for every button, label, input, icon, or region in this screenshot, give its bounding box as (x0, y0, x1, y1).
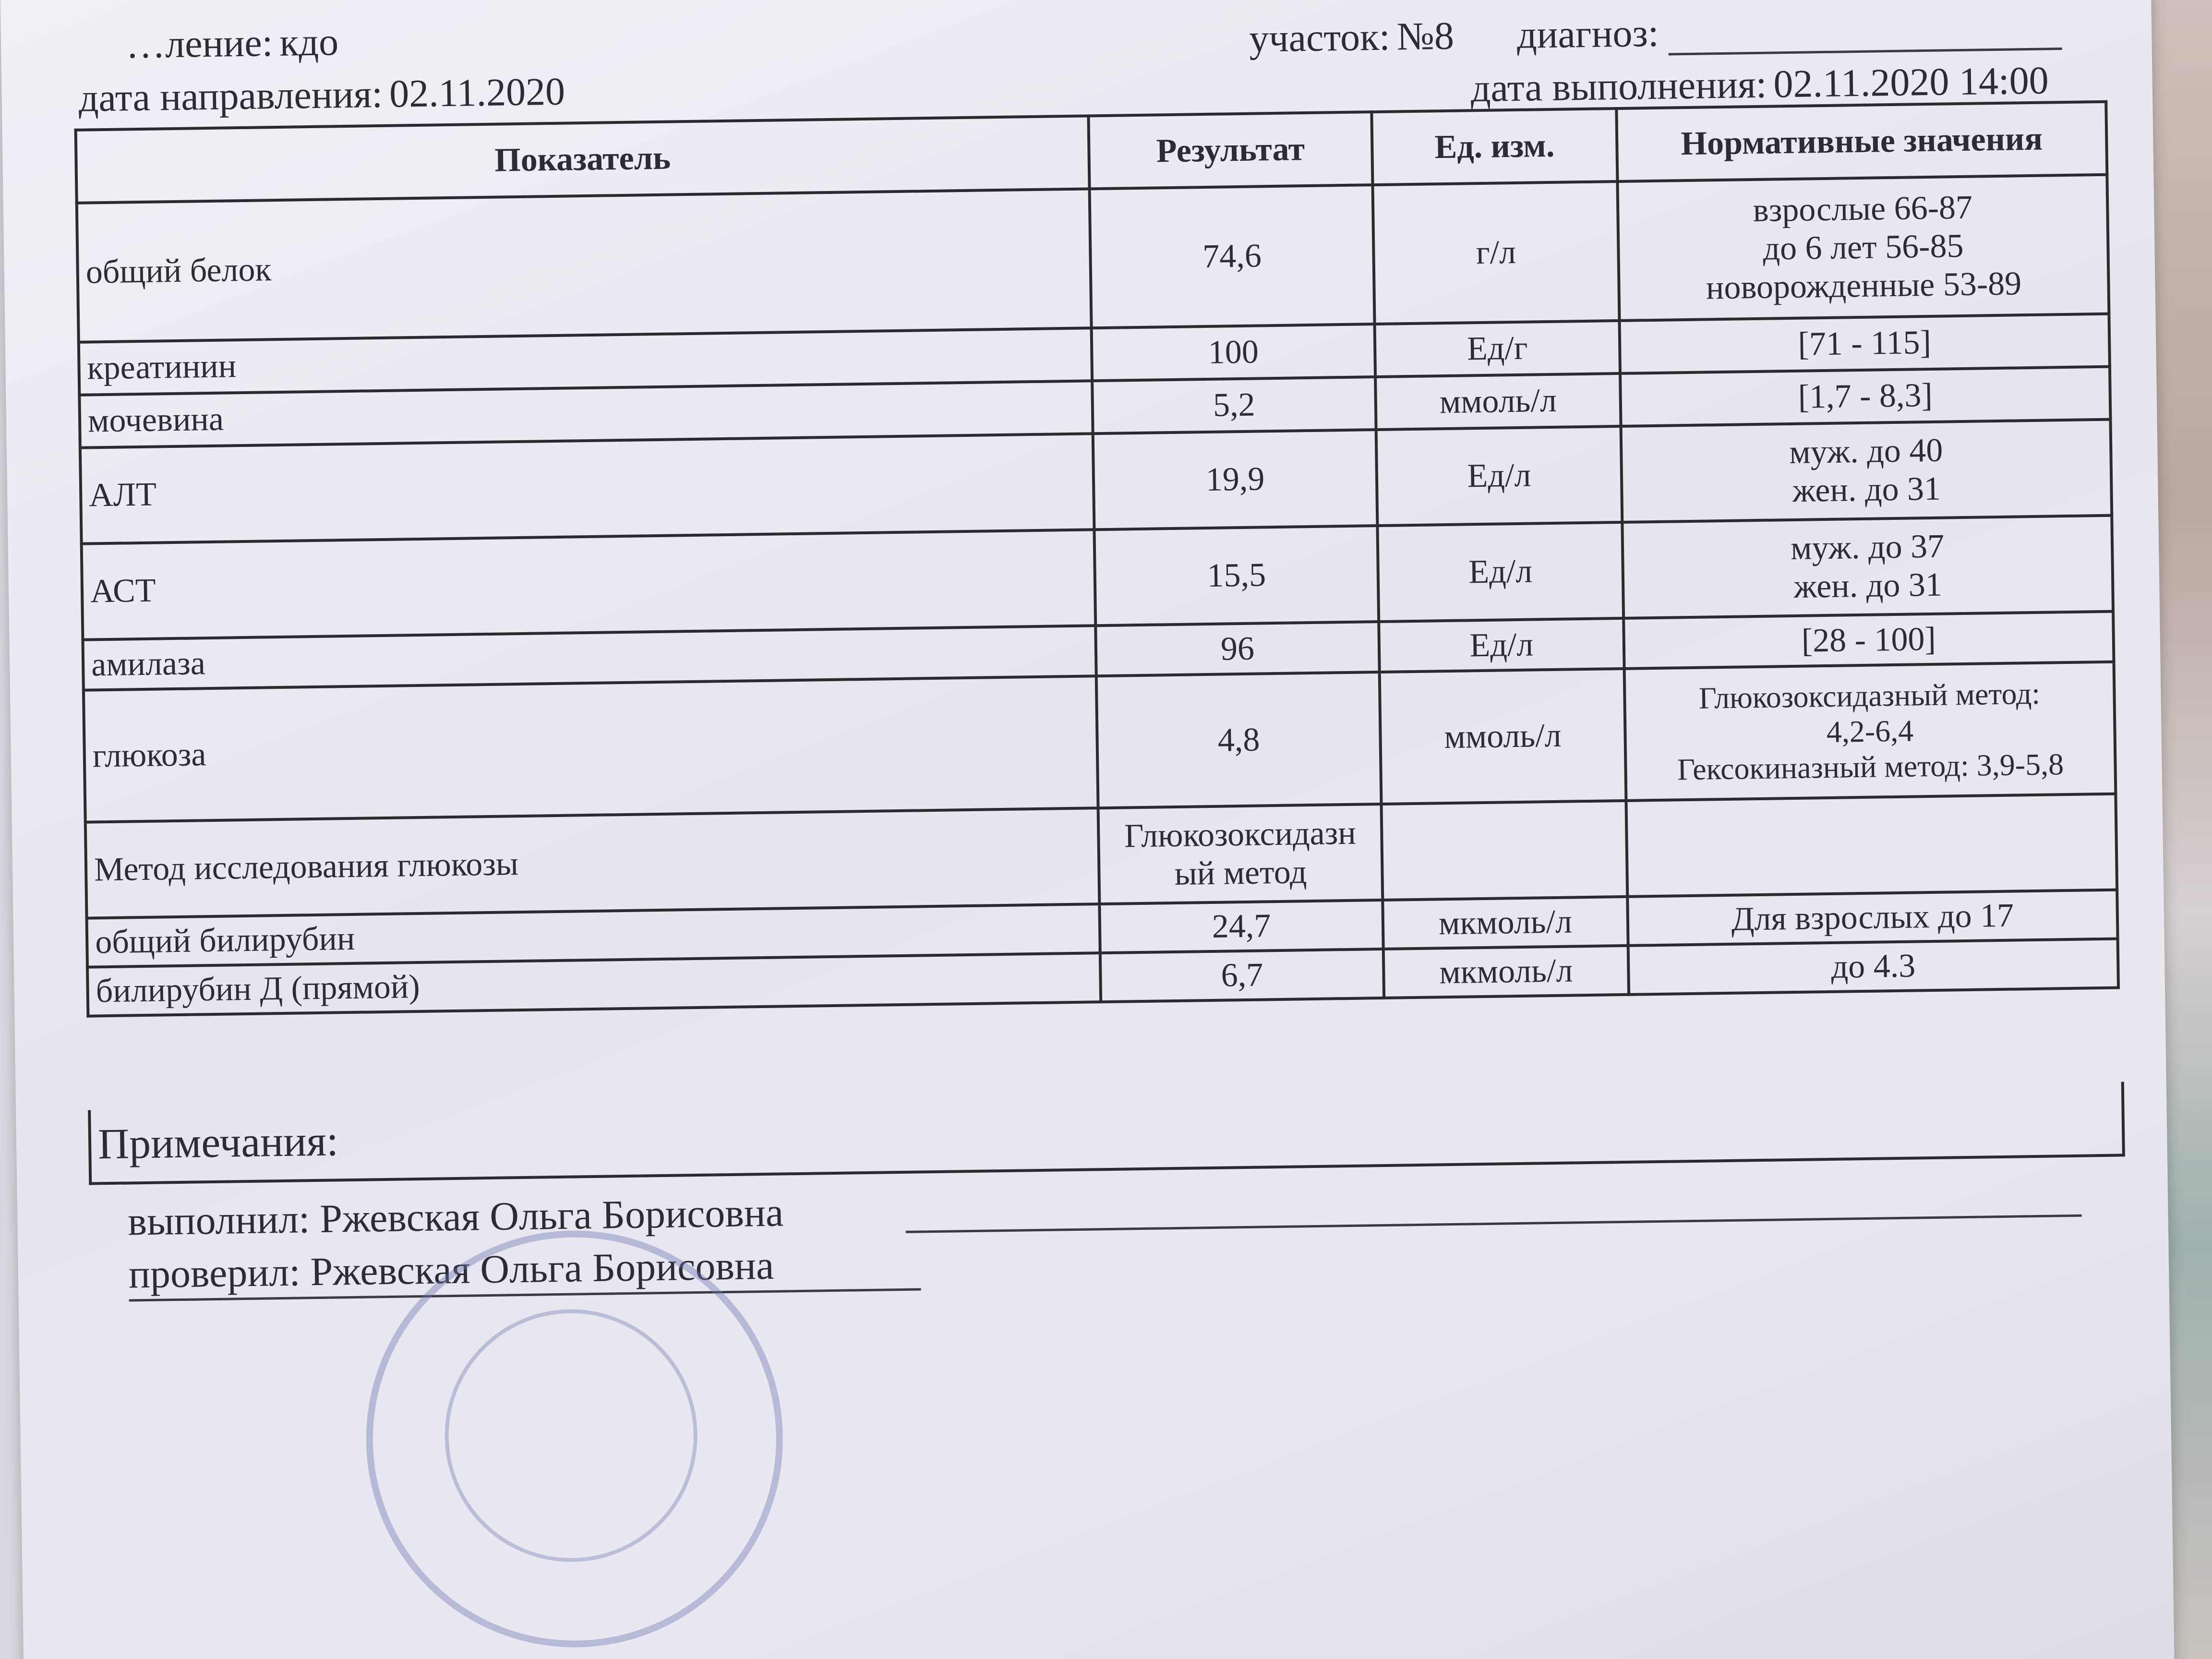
norm-line: взрослые 66-87 (1753, 189, 1973, 229)
column-header-norm: Нормативные значения (1616, 102, 2107, 181)
norm-value: до 4.3 (1628, 939, 2118, 995)
norm-value: [28 - 100] (1623, 612, 2114, 669)
norm-line: муж. до 40 (1789, 432, 1943, 471)
district-label: участок: (1249, 14, 1391, 60)
norm-value (1624, 662, 2116, 801)
indicator-name: билирубин Д (прямой) (87, 953, 1101, 1016)
column-header-indicator: Показатель (76, 116, 1090, 203)
done-label: дата выполнения: (1470, 62, 1767, 110)
norm-line: муж. до 37 (1790, 528, 1945, 567)
norm-value (1626, 794, 2117, 897)
checked-label: проверил: (128, 1250, 301, 1297)
department-label: …ление: (125, 21, 274, 67)
referral-label: дата направления: (78, 72, 383, 120)
results-table (74, 100, 2120, 1018)
indicator-name: Метод исследования глюкозы (85, 808, 1100, 918)
norm-line: 4,2-6,4 (1826, 713, 1914, 749)
indicator-name: общий билирубин (87, 904, 1100, 967)
unit-value: г/л (1372, 181, 1619, 324)
performed-label: выполнил: (127, 1197, 311, 1244)
norm-value: [71 - 115] (1619, 314, 2109, 373)
indicator-name: общий белок (77, 189, 1092, 342)
district-value: №8 (1396, 13, 1455, 59)
norm-value: Для взрослых до 17 (1627, 890, 2117, 946)
referral-line (78, 69, 565, 121)
unit-value: ммоль/л (1375, 373, 1621, 430)
indicator-name: креатинин (79, 328, 1092, 395)
performed-line (128, 1189, 784, 1245)
district-line (1249, 5, 2063, 61)
unit-value: Ед/л (1377, 522, 1623, 622)
notes-box (88, 1082, 2125, 1185)
indicator-name: мочевина (79, 381, 1093, 447)
norm-value (1622, 516, 2113, 618)
referral-date: 02.11.2020 (389, 69, 565, 116)
result-value: 15,5 (1094, 526, 1379, 625)
result-value: 5,2 (1092, 377, 1376, 433)
norm-line: до 6 лет 56-85 (1762, 227, 1964, 267)
diagnosis-label: диагноз: (1516, 11, 1659, 57)
unit-value: мкмоль/л (1383, 946, 1629, 998)
norm-value (1617, 175, 2109, 321)
result-value: 19,9 (1093, 430, 1378, 529)
performed-underline (906, 1214, 2082, 1233)
unit-value: ммоль/л (1380, 669, 1626, 804)
indicator-name: АСТ (82, 529, 1096, 639)
stamp-inner-ring (443, 1308, 699, 1563)
norm-line: Гексокиназный метод: 3,9-5,8 (1677, 746, 2064, 786)
department-value: кдо (279, 20, 339, 64)
result-value: 24,7 (1099, 900, 1383, 953)
indicator-name: глюкоза (84, 676, 1098, 822)
result-value: 4,8 (1096, 672, 1382, 808)
result-value: 100 (1092, 324, 1375, 381)
norm-value (1621, 420, 2112, 522)
table-row (77, 175, 2109, 342)
indicator-name: амилаза (83, 625, 1096, 690)
unit-value: Ед/л (1376, 426, 1623, 526)
notes-label: Примечания: (97, 1117, 339, 1168)
norm-value: [1,7 - 8,3] (1620, 367, 2110, 426)
norm-line: жен. до 31 (1793, 566, 1943, 605)
indicator-name: АЛТ (80, 433, 1094, 543)
column-header-result: Результат (1088, 112, 1372, 189)
column-header-unit: Ед. изм. (1371, 108, 1617, 185)
unit-value (1382, 801, 1628, 900)
result-value: 96 (1095, 622, 1379, 676)
unit-value: Ед/г (1375, 321, 1620, 377)
result-value: Глюкозоксидазн ый метод (1098, 804, 1383, 904)
diagnosis-line (1668, 19, 2062, 55)
norm-line: Глюкозоксидазный метод: (1698, 676, 2041, 715)
performed-by: Ржевская Ольга Борисовна (319, 1190, 784, 1241)
checked-by: Ржевская Ольга Борисовна (310, 1243, 774, 1295)
result-value: 74,6 (1090, 185, 1375, 328)
norm-line: новорожденные 53-89 (1706, 265, 2022, 307)
department-line (126, 19, 339, 67)
unit-value: Ед/л (1379, 618, 1624, 672)
result-value: 6,7 (1100, 949, 1384, 1002)
unit-value: мкмоль/л (1382, 897, 1628, 949)
done-date: 02.11.2020 14:00 (1773, 58, 2049, 106)
norm-line: жен. до 31 (1792, 470, 1941, 509)
